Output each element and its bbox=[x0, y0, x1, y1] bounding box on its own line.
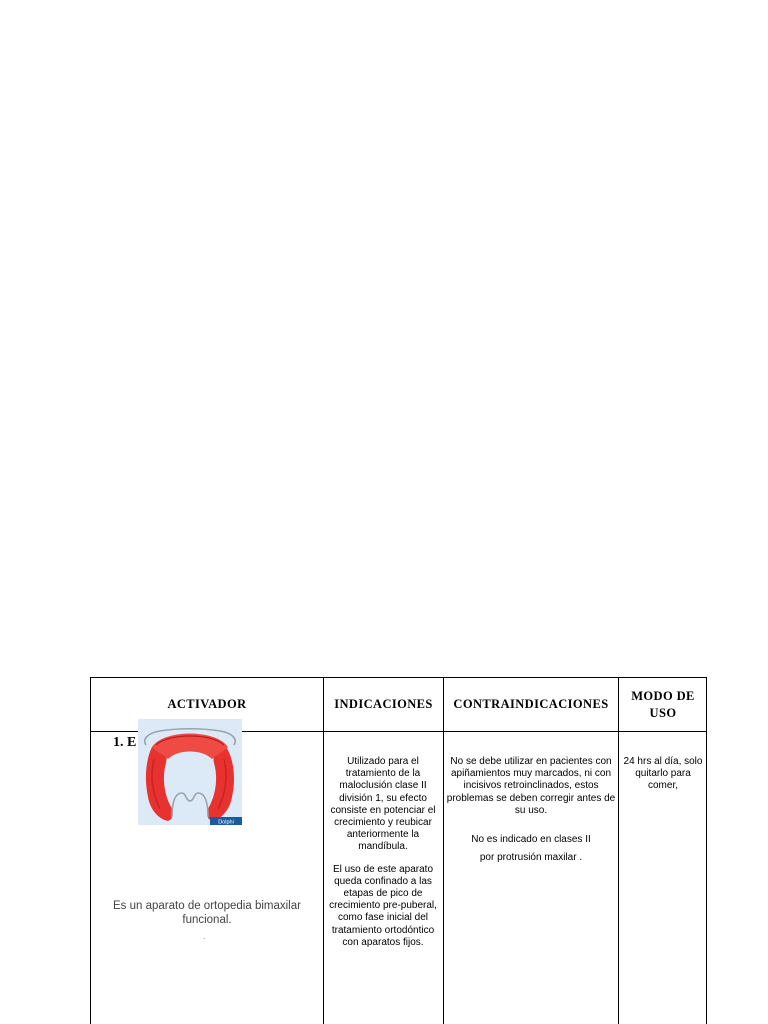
indicaciones-paragraph: Utilizado para el tratamiento de la maloclusión clase II división 1, su efecto consiste en potenciar el crecimiento y reubicar anteriormente la mandíbula. bbox=[330, 756, 436, 853]
header-modo-de-uso-line2: USO bbox=[649, 705, 677, 720]
modo-de-uso-cell: 24 hrs al día, solo quitarlo para comer, bbox=[623, 756, 703, 792]
activador-description: Es un aparato de ortopedia bimaxilar funcional. bbox=[113, 900, 301, 926]
header-activador: ACTIVADOR bbox=[167, 697, 247, 711]
contraindicaciones-paragraph: No es indicado en clases II por protrusión maxilar . bbox=[471, 834, 591, 864]
item-title: 1. E bbox=[113, 735, 137, 750]
image-watermark: Dolphi bbox=[218, 819, 234, 825]
indicaciones-paragraph: El uso de este aparato queda confinado a las etapas de pico de crecimiento pre-puberal, como fase inicial del tratamiento ortodóntico con aparatos fijos. bbox=[329, 863, 437, 948]
header-modo-de-uso-line1: MODO DE bbox=[631, 688, 695, 703]
indicaciones-cell bbox=[326, 756, 440, 959]
appliance-table bbox=[90, 677, 707, 1024]
header-indicaciones: INDICACIONES bbox=[334, 697, 433, 711]
header-modo-de-uso bbox=[619, 678, 707, 731]
header-contraindicaciones: CONTRAINDICACIONES bbox=[453, 697, 609, 711]
description-trailing-dot: . bbox=[203, 931, 206, 941]
contraindicaciones-paragraph: No se debe utilizar en pacientes con apiñamientos muy marcados, ni con incisivos retroinclinados, estos problemas se deben corregir antes de su uso. bbox=[446, 756, 616, 816]
contraindicaciones-cell bbox=[446, 756, 616, 877]
activator-appliance-image bbox=[138, 719, 242, 825]
